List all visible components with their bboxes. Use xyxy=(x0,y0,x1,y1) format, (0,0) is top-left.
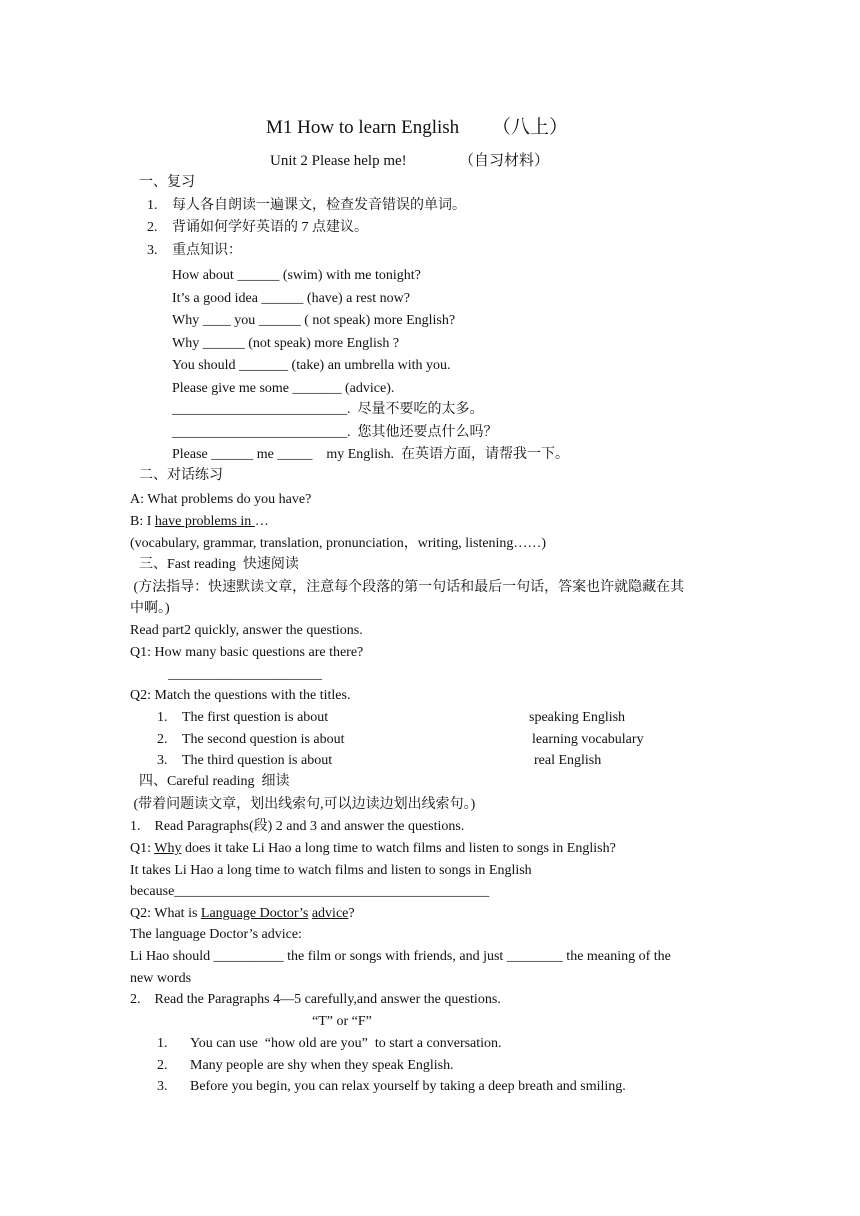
exercise-line: Please ______ me _____ my English. 在英语方面，请帮我一下。 xyxy=(172,447,570,462)
task-1: 1. Read Paragraphs(段) 2 and 3 and answer the questions. xyxy=(130,819,465,834)
section-heading-careful-reading: 四、Careful reading 细读 xyxy=(139,774,290,789)
dialogue-line-a: A: What problems do you have? xyxy=(130,492,312,507)
list-item: 每人各自朗读一遍课文，检查发音错误的单词。 xyxy=(172,198,466,213)
dialogue-hint: (vocabulary, grammar, translation, pronunciation，writing, listening……) xyxy=(130,536,547,551)
exercise-line: It’s a good idea ______ (have) a rest now? xyxy=(172,291,410,306)
match-right-item: real English xyxy=(534,753,602,768)
question-2 xyxy=(130,905,355,923)
match-left-item: The first question is about xyxy=(182,710,329,725)
list-item-number: 1. xyxy=(157,710,168,725)
task-2: 2. Read the Paragraphs 4—5 carefully,and answer the questions. xyxy=(130,992,501,1007)
advice-label: The language Doctor’s advice: xyxy=(130,927,302,942)
underlined-word: advice xyxy=(311,906,349,921)
advice-line-cont: new words xyxy=(130,971,192,986)
underlined-phrase: have problems in xyxy=(154,514,255,529)
list-item: 重点知识： xyxy=(172,243,242,258)
question-2: Q2: Match the questions with the titles. xyxy=(130,688,351,703)
true-false-item: You can use “how old are you” to start a conversation. xyxy=(190,1036,502,1051)
title-text: M1 How to learn English xyxy=(266,117,460,138)
advice-line: Li Hao should __________ the film or songs with friends, and just ________ the meaning of the xyxy=(130,949,671,964)
method-guide-cont: 中啊。) xyxy=(130,601,170,616)
question-prefix: Q2: What is xyxy=(130,906,201,921)
question-suffix: ? xyxy=(348,906,355,921)
question-text: does it take Li Hao a long time to watch films and listen to songs in English? xyxy=(181,841,616,856)
list-item-number: 1. xyxy=(147,198,158,213)
subtitle-note: （自习材料） xyxy=(459,153,550,169)
list-item-number: 2. xyxy=(157,732,168,747)
reading-guide: (带着问题读文章，划出线索句,可以边读边划出线索句。) xyxy=(130,797,476,812)
answer-line: because_____________________________________________ xyxy=(130,884,490,899)
match-right-item: learning vocabulary xyxy=(532,732,644,747)
dialogue-line-b xyxy=(130,513,269,531)
list-item-number: 1. xyxy=(157,1036,168,1051)
exercise-line: _________________________. 尽量不要吃的太多。 xyxy=(172,402,484,417)
list-item-number: 3. xyxy=(147,243,158,258)
list-item-number: 3. xyxy=(157,753,168,768)
true-false-item: Before you begin, you can relax yourself by taking a deep breath and smiling. xyxy=(190,1079,626,1094)
match-right-item: speaking English xyxy=(529,710,626,725)
exercise-line: How about ______ (swim) with me tonight? xyxy=(172,268,421,283)
exercise-line: You should _______ (take) an umbrella with you. xyxy=(172,358,451,373)
match-left-item: The second question is about xyxy=(182,732,345,747)
list-item: 背诵如何学好英语的 7 点建议。 xyxy=(172,220,368,235)
instruction: Read part2 quickly, answer the questions. xyxy=(130,623,363,638)
question-1 xyxy=(130,840,616,858)
match-left-item: The third question is about xyxy=(182,753,333,768)
title-note: （八上） xyxy=(492,117,569,138)
exercise-line: Why ____ you ______ ( not speak) more English? xyxy=(172,313,456,328)
question-1: Q1: How many basic questions are there? xyxy=(130,645,364,660)
method-guide: (方法指导：快速默读文章，注意每个段落的第一句话和最后一句话，答案也许就隐藏在其 xyxy=(130,580,685,595)
list-item-number: 2. xyxy=(157,1058,168,1073)
question-prefix: Q1: xyxy=(130,841,155,856)
underlined-phrase: Language Doctor’s xyxy=(200,906,309,921)
true-false-item: Many people are shy when they speak English. xyxy=(190,1058,454,1073)
section-heading-review: 一、复习 xyxy=(139,175,195,190)
exercise-line: Why ______ (not speak) more English ? xyxy=(172,336,400,351)
section-heading-dialogue: 二、对话练习 xyxy=(139,468,223,483)
page-subtitle: Unit 2 Please help me! xyxy=(270,153,407,169)
list-item-number: 2. xyxy=(147,220,158,235)
dialogue-suffix: … xyxy=(254,514,269,529)
page-title xyxy=(266,116,459,140)
underlined-word: Why xyxy=(154,841,182,856)
answer-line: It takes Li Hao a long time to watch films and listen to songs in English xyxy=(130,863,532,878)
list-item-number: 3. xyxy=(157,1079,168,1094)
true-false-label: “T” or “F” xyxy=(312,1014,372,1029)
answer-blank: ______________________ xyxy=(168,667,322,682)
exercise-line: Please give me some _______ (advice). xyxy=(172,381,395,396)
dialogue-prefix: B: I xyxy=(130,514,155,529)
exercise-line: _________________________. 您其他还要点什么吗？ xyxy=(172,425,498,440)
section-heading-fast-reading: 三、Fast reading 快速阅读 xyxy=(139,557,299,572)
